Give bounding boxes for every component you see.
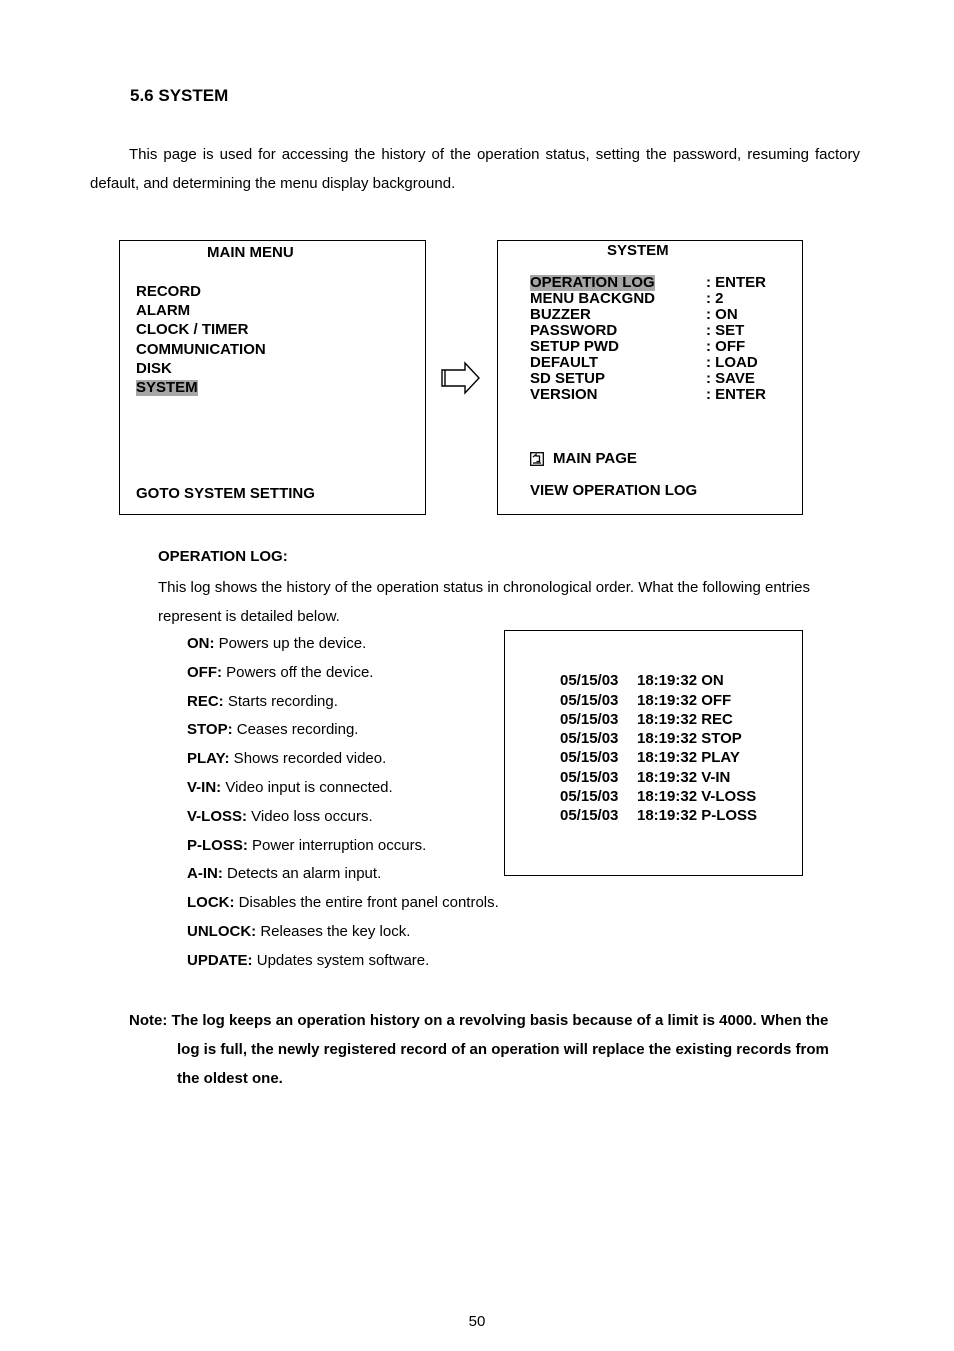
log-record — [560, 808, 757, 824]
log-record — [560, 750, 740, 766]
note-line: Note: The log keeps an operation history on a revolving basis because of a limit is 4000. When the — [129, 1012, 829, 1029]
note-paragraph — [129, 1006, 889, 1093]
main-page-link[interactable]: MAIN PAGE — [553, 450, 637, 467]
system-row-value: : ENTER — [706, 274, 766, 291]
log-event: 18:19:32 OFF — [637, 692, 732, 709]
list-item — [187, 947, 499, 976]
entry-term: OFF: — [187, 663, 222, 681]
log-date: 05/15/03 — [560, 692, 619, 709]
list-item — [187, 860, 499, 889]
entry-desc: Updates system software. — [252, 951, 430, 969]
system-row-value: : LOAD — [706, 354, 758, 371]
system-row-label-sd-setup[interactable]: SD SETUP — [530, 370, 606, 387]
entry-desc: Powers up the device. — [214, 635, 367, 652]
system-row-value: : ENTER — [706, 386, 766, 403]
entry-term: ON: — [187, 635, 215, 652]
log-date: 05/15/03 — [560, 769, 619, 786]
list-item — [187, 745, 499, 774]
system-row-value: : SET — [706, 322, 745, 339]
log-event: 18:19:32 REC — [637, 711, 733, 728]
log-date: 05/15/03 — [560, 730, 619, 747]
list-item — [187, 688, 499, 717]
page-number: 50 — [468, 1313, 486, 1330]
system-menu-panel — [497, 240, 803, 515]
system-row-value: : SAVE — [706, 370, 755, 387]
list-item — [187, 659, 499, 688]
log-date: 05/15/03 — [560, 672, 619, 689]
log-event: 18:19:32 PLAY — [637, 749, 740, 766]
system-row-value: : ON — [706, 306, 738, 323]
entry-desc: Power interruption occurs. — [247, 836, 427, 854]
main-menu-footer: GOTO SYSTEM SETTING — [136, 485, 315, 502]
log-date: 05/15/03 — [560, 711, 619, 728]
log-record — [560, 712, 733, 728]
main-menu-item-alarm[interactable]: ALARM — [136, 302, 191, 319]
right-arrow-icon — [440, 361, 482, 395]
entry-term: V-IN: — [187, 778, 222, 796]
main-menu-item-record[interactable]: RECORD — [136, 283, 202, 300]
entry-desc: Video loss occurs. — [247, 807, 373, 825]
entry-term: STOP: — [187, 721, 233, 739]
log-record — [560, 731, 742, 747]
entry-term: P-LOSS: — [187, 836, 248, 854]
main-menu-item-clock-timer[interactable]: CLOCK / TIMER — [136, 321, 249, 338]
entry-term: PLAY: — [187, 750, 230, 768]
system-row-label-default[interactable]: DEFAULT — [530, 354, 599, 371]
system-row-value: : OFF — [706, 338, 746, 355]
system-row-label-password[interactable]: PASSWORD — [530, 322, 618, 339]
main-menu-title: MAIN MENU — [207, 244, 294, 261]
main-menu-panel — [119, 240, 426, 515]
note-line: log is full, the newly registered record of an operation will replace the existing records from — [177, 1041, 829, 1058]
list-item — [187, 918, 499, 947]
return-icon[interactable] — [530, 452, 544, 466]
operation-log-entry-list — [187, 630, 499, 976]
entry-term: REC: — [187, 692, 224, 710]
entry-desc: Detects an alarm input. — [222, 865, 382, 883]
log-date: 05/15/03 — [560, 807, 619, 824]
log-date: 05/15/03 — [560, 788, 619, 805]
system-row-label-operation-log[interactable]: OPERATION LOG — [530, 274, 655, 291]
log-event: 18:19:32 P-LOSS — [637, 807, 758, 824]
system-row-label-buzzer[interactable]: BUZZER — [530, 306, 591, 323]
log-event: 18:19:32 V-LOSS — [637, 788, 757, 805]
system-row-label-version[interactable]: VERSION — [530, 386, 598, 403]
system-menu-title: SYSTEM — [607, 242, 669, 259]
main-menu-item-communication[interactable]: COMMUNICATION — [136, 341, 266, 358]
list-item — [187, 803, 499, 832]
intro-paragraph: This page is used for accessing the history of the operation status, setting the password, resuming factory default, and determining the menu display background. — [90, 146, 860, 192]
entry-desc: Video input is connected. — [221, 778, 393, 796]
main-menu-item-system[interactable]: SYSTEM — [136, 379, 198, 396]
log-event: 18:19:32 V-IN — [637, 769, 731, 786]
entry-desc: Ceases recording. — [232, 721, 359, 739]
list-item — [187, 832, 499, 861]
operation-log-panel — [504, 630, 803, 876]
system-row-label-setup-pwd[interactable]: SETUP PWD — [530, 338, 619, 355]
entry-term: A-IN: — [187, 865, 223, 883]
entry-desc: Powers off the device. — [222, 663, 374, 681]
system-menu-footer: VIEW OPERATION LOG — [530, 482, 698, 499]
entry-desc: Releases the key lock. — [256, 922, 411, 940]
log-event: 18:19:32 ON — [637, 672, 724, 689]
list-item — [187, 716, 499, 745]
list-item — [187, 889, 499, 918]
system-row-value: : 2 — [706, 290, 724, 307]
entry-desc: Starts recording. — [223, 692, 338, 710]
entry-desc: Shows recorded video. — [229, 750, 387, 768]
log-record — [560, 693, 731, 709]
entry-term: LOCK: — [187, 894, 235, 912]
entry-term: UPDATE: — [187, 951, 253, 969]
operation-log-description: This log shows the history of the operation status in chronological order. What the following entries represent is detailed below. — [158, 579, 811, 625]
operation-log-title: OPERATION LOG: — [158, 548, 288, 565]
entry-term: V-LOSS: — [187, 807, 248, 825]
section-heading: 5.6 SYSTEM — [130, 86, 229, 105]
entry-term: UNLOCK: — [187, 922, 257, 940]
system-row-label-menu-backgnd[interactable]: MENU BACKGND — [530, 290, 655, 307]
log-record — [560, 770, 730, 786]
main-menu-item-disk[interactable]: DISK — [136, 360, 172, 377]
list-item — [187, 774, 499, 803]
note-line: the oldest one. — [177, 1070, 283, 1087]
log-date: 05/15/03 — [560, 749, 619, 766]
log-record — [560, 789, 756, 805]
entry-desc: Disables the entire front panel controls. — [234, 894, 499, 912]
list-item — [187, 630, 499, 659]
log-record — [560, 673, 724, 689]
log-event: 18:19:32 STOP — [637, 730, 742, 747]
